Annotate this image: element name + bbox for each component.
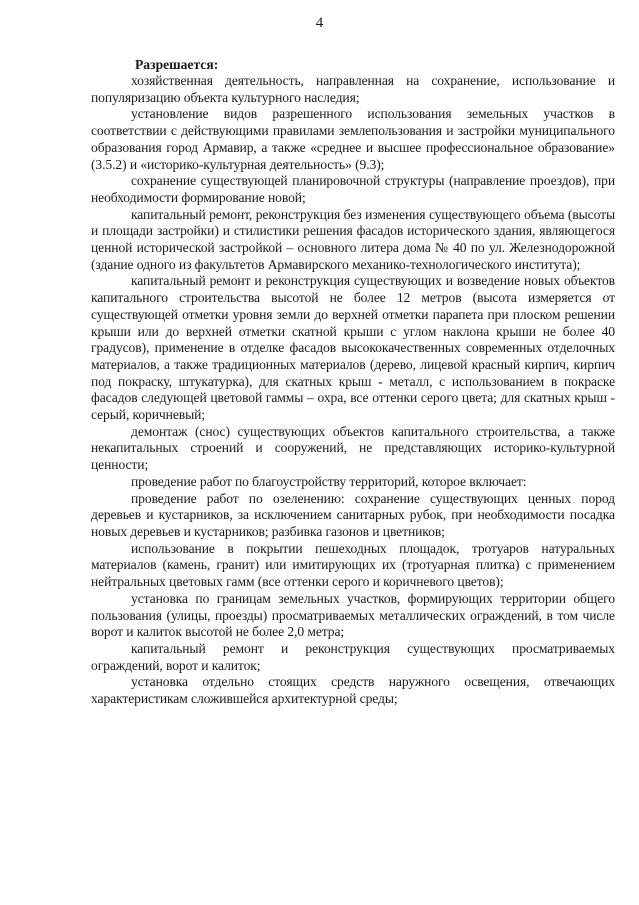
paragraph-10: установка по границам земельных участков, формирующих территории общего пользования (улицы, проезды) просматриваемых металлических ограждений, в том числе ворот и калиток высотой не более 2,0 метра;: [91, 590, 615, 640]
paragraph-6: демонтаж (снос) существующих объектов капитального строительства, а также некапитальных строений и сооружений, не представляющих историко-культурной ценности;: [91, 423, 615, 473]
paragraph-1: хозяйственная деятельность, направленная на сохранение, использование и популяризацию объекта культурного наследия;: [91, 73, 615, 105]
paragraph-2: установление видов разрешенного использования земельных участков в соответствии с действующими правилами землепользования и застройки муниципального образования город Армавир, а также «среднее и высшее профессиональное образование» (3.5.2) и «историко-культурная деятельность» (9.3);: [91, 106, 615, 172]
document-body: [91, 0, 615, 708]
paragraph-8: проведение работ по озеленению: сохранение существующих ценных пород деревьев и кустарников, за исключением санитарных рубок, при необходимости посадка новых деревьев и кустарников; разбивка газонов и цветников;: [91, 490, 615, 539]
paragraph-12: установка отдельно стоящих средств наружного освещения, отвечающих характеристикам сложившейся архитектурной среды;: [91, 674, 615, 707]
paragraph-9: использование в покрытии пешеходных площадок, тротуаров натуральных материалов (камень, гранит) или имитирующих их (тротуарная плитка) с применением нейтральных цветовых гамм (все оттенки серого и коричневого цветов);: [91, 540, 615, 590]
paragraph-7: проведение работ по благоустройству территорий, которое включает:: [131, 473, 527, 489]
section-heading: Разрешается:: [135, 57, 219, 72]
paragraph-4: капитальный ремонт, реконструкция без изменения существующего объема (высоты и площади застройки) и стилистики решения фасадов исторического здания, являющегося ценной исторической застройкой – основного литера дома № 40 по ул. Железнодорожной (здание одного из факультетов Армавирского механико-технологического института);: [91, 206, 615, 272]
page-number: 4: [315, 15, 324, 31]
paragraph-3: сохранение существующей планировочной структуры (направление проездов), при необходимости формирование новой;: [91, 173, 615, 205]
paragraph-5: капитальный ремонт и реконструкция существующих и возведение новых объектов капитального строительства высотой не более 12 метров (высота измеряется от существующей отметки уровня земли до верхней отметки парапета при плоском решении крыши или до верхней отметки скатной крыши с углом наклона крыши не более 40 градусов), применение в отделке фасадов высококачественных современных отделочных материалов, а также традиционных материалов (дерево, лицевой красный кирпич, кирпич под покраску, штукатурка), для скатных крыш - металл, с использованием в покраске фасадов следующей цветовой гаммы – охра, все оттенки серого цвета; для скатных крыш - серый, коричневый;: [91, 273, 615, 423]
paragraph-11: капитальный ремонт и реконструкция существующих просматриваемых ограждений, ворот и калиток;: [91, 640, 615, 673]
